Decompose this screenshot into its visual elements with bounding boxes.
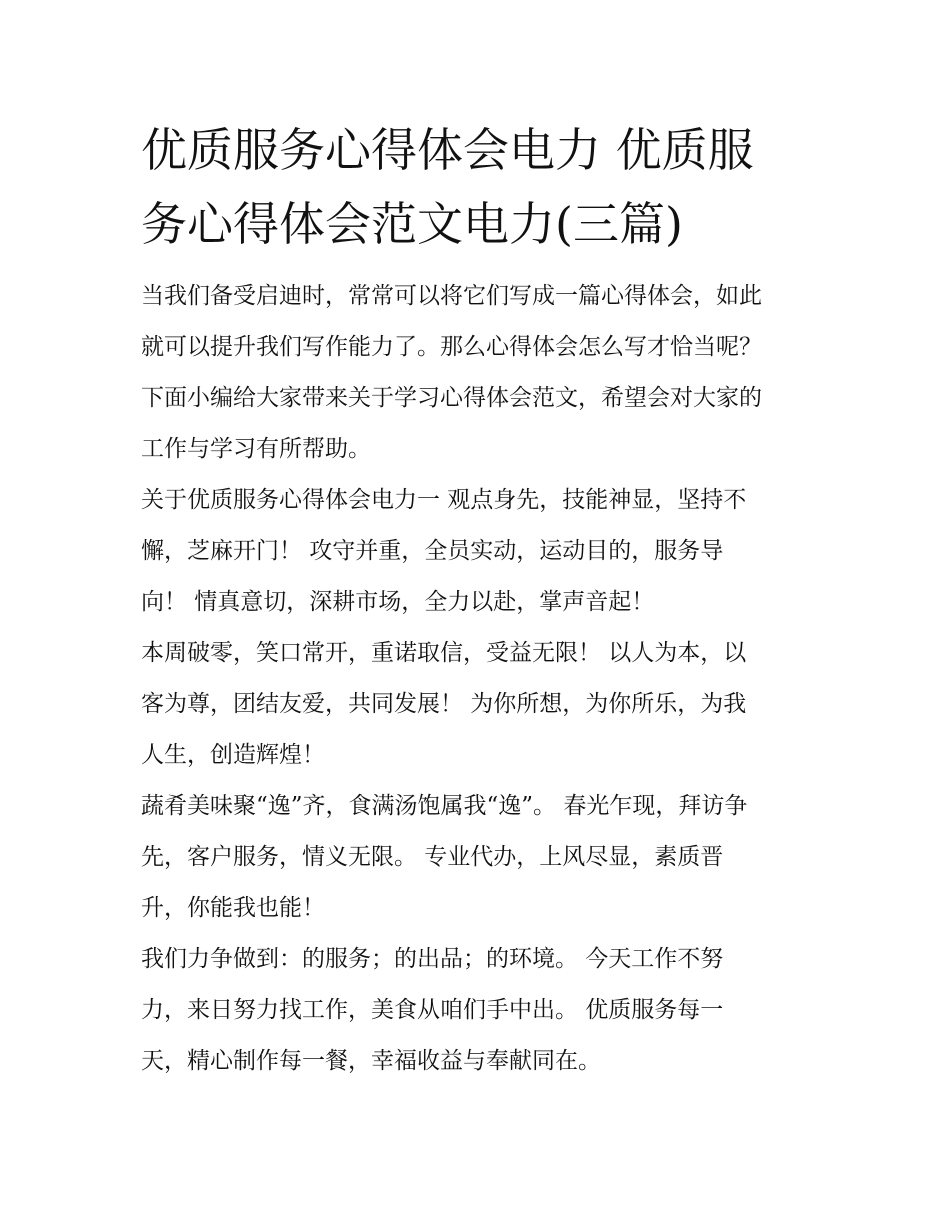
paragraph-slogans-3 — [141, 781, 821, 934]
paragraph-line: 懈，芝麻开门！ 攻守并重，全员实动，运动目的，服务导 — [141, 538, 724, 564]
paragraph-line: 我们力争做到：的服务；的出品；的环境。 今天工作不努 — [141, 946, 724, 972]
paragraph-line: 就可以提升我们写作能力了。那么心得体会怎么写才恰当呢？ — [141, 334, 762, 360]
paragraph-line: 先，客户服务，情义无限。 专业代办，上风尽显，素质晋 — [141, 844, 724, 870]
paragraph-line: 向！ 情真意切，深耕市场，全力以赴，掌声音起！ — [141, 589, 655, 615]
paragraph-slogans-2 — [141, 628, 821, 781]
title-line: 优质服务心得体会电力 优质服 — [141, 123, 754, 177]
document-title — [141, 113, 821, 261]
document-body — [141, 113, 821, 1087]
paragraph-line: 下面小编给大家带来关于学习心得体会范文，希望会对大家的 — [141, 385, 762, 411]
paragraph-line: 当我们备受启迪时，常常可以将它们写成一篇心得体会，如此 — [141, 283, 762, 309]
paragraph-intro — [141, 271, 821, 475]
paragraph-slogans-4 — [141, 934, 821, 1087]
paragraph-line: 天，精心制作每一餐，幸福收益与奉献同在。 — [141, 1048, 601, 1074]
paragraph-line: 力，来日努力找工作，美食从咱们手中出。 优质服务每一 — [141, 997, 724, 1023]
paragraph-line: 升，你能我也能！ — [141, 895, 325, 921]
paragraph-line: 关于优质服务心得体会电力一 观点身先，技能神显，坚持不 — [141, 487, 747, 513]
paragraph-slogans-1 — [141, 475, 821, 628]
paragraph-line: 本周破零，笑口常开，重诺取信，受益无限！ 以人为本，以 — [141, 640, 747, 666]
paragraph-line: 人生，创造辉煌！ — [141, 742, 325, 768]
paragraph-line: 客为尊，团结友爱，共同发展！ 为你所想，为你所乐，为我 — [141, 691, 747, 717]
title-line: 务心得体会范文电力(三篇) — [141, 197, 683, 251]
paragraph-line: 蔬肴美味聚“逸”齐，食满汤饱属我“逸”。 春光乍现，拜访争 — [141, 793, 748, 819]
paragraph-line: 工作与学习有所帮助。 — [141, 436, 371, 462]
